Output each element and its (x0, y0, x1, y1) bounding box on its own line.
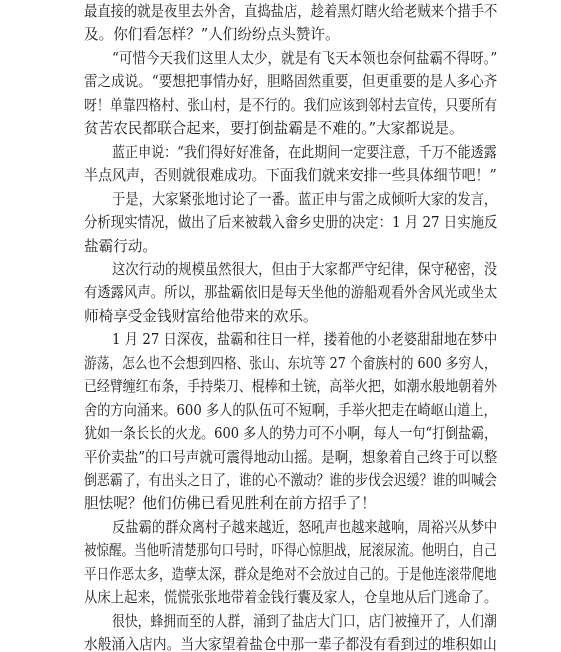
text-line: 1 月 27 日深夜，盐霸和往日一样，搂着他的小老婆甜甜地在梦中 (112, 331, 498, 349)
text-line: 这次行动的规模虽然很大，但由于大家都严守纪律，保守秘密，没 (112, 260, 498, 278)
text-line: 被惊醒。当他听清楚那句口号时，吓得心惊胆战，屁滚尿流。他明白，自己 (84, 542, 497, 560)
text-line: 游荡，怎么也不会想到四格、张山、东坑等 27 个畲族村的 600 多穷人， (84, 354, 497, 372)
text-line: 水般涌入店内。当大家望着盐仓中那一辈子都没有看到过的堆积如山 (84, 636, 497, 652)
text-line: 从床上起来，慌慌张张地带着金钱行囊及家人，仓皇地从后门逃命了。 (84, 589, 498, 607)
text-line: 于是，大家紧张地讨论了一番。蓝正申与雷之成倾听大家的发言， (112, 190, 498, 208)
text-line: 呀！单靠四格村、张山村，是不行的。我们应该到邻村去宣传，只要所有 (84, 96, 498, 114)
text-line: 盐霸行动。 (84, 237, 157, 255)
text-line: 最直接的就是夜里去外舍，直捣盐店，趁着黑灯瞎火给老贼来个措手不 (84, 3, 498, 20)
text-line: 很快，蜂拥而至的人群，涌到了盐店大门口，店门被撞开了，人们潮 (112, 612, 497, 630)
text-line: 有透露风声。所以，那盐霸依旧是每天坐他的游船观看外舍风光或坐太 (84, 284, 498, 302)
text-line: 半点风声，否则就很难成功。下面我们就来安排一些具体细节吧！” (84, 167, 497, 185)
text-line: 蓝正申说：“我们得好好准备，在此期间一定要注意，千万不能透露 (112, 143, 497, 161)
text-line: 倒恶霸了，有出头之日了，谁的心不激动？谁的步伐会迟缓？谁的叫喊会 (84, 472, 498, 489)
text-line: 雷之成说。“要想把事情办好，胆略固然重要，但更重要的是人多心齐 (84, 73, 498, 91)
text-line: 反盐霸的群众离村子越来越近，怒吼声也越来越响，周裕兴从梦中 (112, 518, 498, 536)
text-line: 贫苦农民都联合起来，要打倒盐霸是不难的。”大家都说是。 (84, 120, 464, 138)
text-line: 分析现实情况，做出了后来被载入畲乡史册的决定：1 月 27 日实施反 (84, 214, 498, 232)
text-line: 已经臂缠红布条，手持柴刀、棍棒和土铳，高举火把，如潮水般地朝着外 (84, 378, 498, 396)
text-line: 平价卖盐”的口号声就可震得地动山摇。是啊，想象着自己终于可以整 (84, 448, 498, 466)
text-line: 平日作恶太多，造孽太深，群众是绝对不会放过自己的。于是他连滚带爬地 (84, 565, 497, 583)
text-line: 及。你们看怎样？”人们纷纷点头赞许。 (84, 26, 340, 44)
text-line: “可惜今天我们这里人太少，就是有飞天本领也奈何盐霸不得呀。” (112, 49, 498, 67)
text-line: 犹如一条长长的火龙。600 多人的势力可不小啊，每人一句“打倒盐霸， (84, 425, 498, 443)
text-line: 舍的方向涌来。600 多人的队伍可不短啊，手举火把走在崎岖山道上， (84, 401, 497, 419)
text-line: 胆怯呢？他们仿佛已看见胜利在前方招手了！ (84, 495, 376, 513)
text-line: 师椅享受金钱财富给他带来的欢乐。 (84, 307, 318, 325)
